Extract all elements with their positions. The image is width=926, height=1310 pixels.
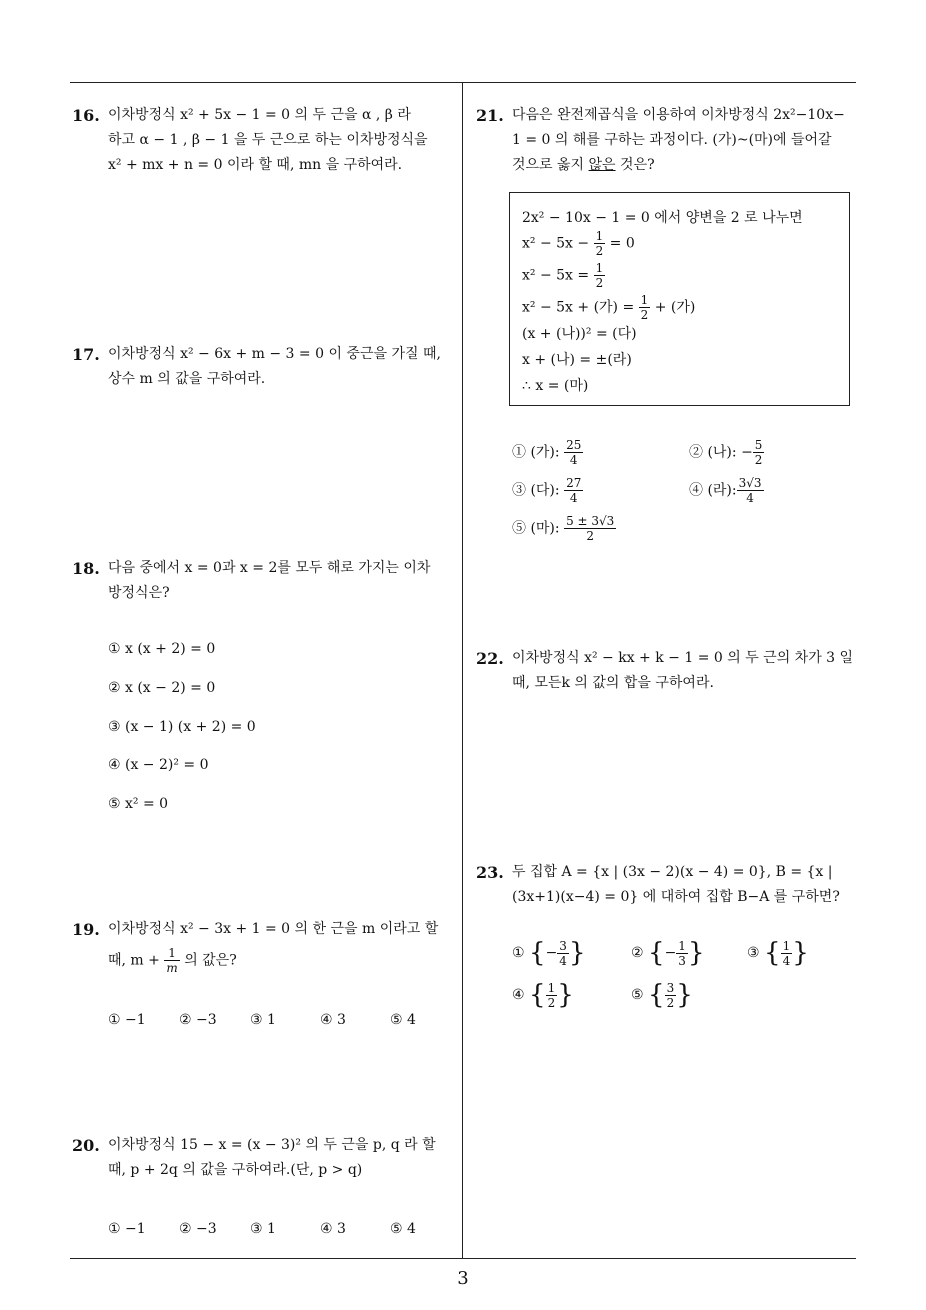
fraction <box>564 514 616 543</box>
answer-option[interactable]: ① −1 <box>108 1221 146 1237</box>
derivation-text: = 0 <box>609 235 635 252</box>
answer-option[interactable]: ② x (x − 2) = 0 <box>108 680 216 696</box>
right-brace: } <box>557 980 574 1010</box>
derivation-line: 2x² − 10x − 1 = 0 에서 양변을 2 로 나누면 <box>522 210 803 226</box>
question-text <box>512 103 856 178</box>
fraction <box>594 261 606 290</box>
denominator: 4 <box>569 491 578 505</box>
question-line <box>108 946 456 975</box>
answer-option[interactable]: ④ (x − 2)² = 0 <box>108 757 209 773</box>
answer-option[interactable] <box>512 438 583 467</box>
answer-option[interactable]: ⑤ 4 <box>390 1221 416 1237</box>
fraction <box>594 229 606 258</box>
answer-option[interactable]: ⑤ x² = 0 <box>108 796 169 812</box>
denominator: 4 <box>569 453 578 467</box>
answer-option[interactable] <box>747 938 809 968</box>
answer-option[interactable]: ② −3 <box>179 1012 217 1028</box>
numerator: 1 <box>595 229 604 243</box>
question-22 <box>476 646 856 701</box>
question-text <box>108 342 456 392</box>
sign: − <box>664 945 677 961</box>
answer-option[interactable] <box>512 514 616 543</box>
question-line: 두 집합 A = {x | (3x − 2)(x − 4) = 0}, B = {x | <box>512 864 833 880</box>
derivation-text: x² − 5x = <box>522 267 590 284</box>
question-line: 이차방정식 x² + 5x − 1 = 0 의 두 근을 α , β 라 <box>108 107 411 123</box>
numerator: 1 <box>640 293 649 307</box>
question-line: 다음 중에서 x = 0과 x = 2를 모두 해로 가지는 이차 <box>108 560 431 576</box>
question-line <box>512 153 856 178</box>
question-line: 다음은 완전제곱식을 이용하여 이차방정식 2x²−10x− <box>512 107 845 123</box>
fraction <box>546 981 558 1010</box>
numerator: 1 <box>164 946 179 961</box>
bottom-rule <box>70 1258 856 1259</box>
left-brace: { <box>648 938 665 968</box>
question-16 <box>72 103 456 183</box>
denominator: 4 <box>782 953 791 968</box>
question-number: 20. <box>72 1136 100 1155</box>
fraction <box>737 476 764 505</box>
question-number: 18. <box>72 559 100 578</box>
answer-option[interactable] <box>512 938 585 968</box>
numerator: 1 <box>678 938 686 953</box>
derivation-line: x + (나) = ±(라) <box>522 352 632 368</box>
numerator: 3 <box>559 938 567 953</box>
numerator: 3 <box>666 980 675 995</box>
fraction <box>564 476 583 505</box>
answer-option[interactable]: ③ 1 <box>250 1221 276 1237</box>
question-text <box>108 917 456 975</box>
derivation-text: x² − 5x + (가) = <box>522 299 635 316</box>
derivation-box <box>509 192 850 406</box>
answer-option[interactable] <box>512 980 574 1010</box>
left-brace: { <box>764 938 781 968</box>
fraction <box>557 939 569 968</box>
numerator: 25 <box>566 438 582 452</box>
denominator: 4 <box>559 953 567 968</box>
derivation-line <box>522 293 695 322</box>
question-text <box>512 646 856 696</box>
sign: − <box>545 945 558 961</box>
answer-option[interactable] <box>631 980 693 1010</box>
question-line: 1 = 0 의 해를 구하는 과정이다. (가)~(마)에 들어갈 <box>512 132 832 148</box>
option-label: ⑤ <box>631 987 644 1003</box>
right-brace: } <box>568 938 586 968</box>
top-rule <box>70 82 856 83</box>
option-label: ③ <box>747 945 760 961</box>
denominator: 2 <box>595 244 604 258</box>
right-brace: } <box>687 938 705 968</box>
option-label: ③ (다): <box>512 482 560 499</box>
denominator: 2 <box>754 453 763 467</box>
numerator: 1 <box>782 938 791 953</box>
underlined-text: 않은 <box>588 157 616 173</box>
numerator: 5 ± 3√3 <box>566 514 615 528</box>
question-line: 방정식은? <box>108 585 170 601</box>
answer-option[interactable]: ④ 3 <box>320 1221 346 1237</box>
question-17 <box>72 342 456 397</box>
answer-option[interactable] <box>689 476 764 505</box>
numerator: 3√3 <box>738 476 762 490</box>
numerator: 5 <box>754 438 763 452</box>
question-text <box>108 103 456 178</box>
question-line: 이차방정식 x² − 6x + m − 3 = 0 이 중근을 가질 때, <box>108 346 441 362</box>
denominator: m <box>166 961 178 975</box>
denominator: 3 <box>678 953 686 968</box>
derivation-line: ∴ x = (마) <box>522 378 589 394</box>
question-text-part: 것은? <box>615 157 655 173</box>
denominator: 2 <box>666 995 675 1010</box>
answer-option[interactable] <box>689 438 764 467</box>
option-label: ② (나): − <box>689 444 753 461</box>
question-number: 21. <box>476 106 504 125</box>
page-number: 3 <box>457 1268 469 1289</box>
question-line: 상수 m 의 값을 구하여라. <box>108 371 266 387</box>
question-line: 이차방정식 x² − 3x + 1 = 0 의 한 근을 m 이라고 할 <box>108 921 439 937</box>
question-text-part: 의 값은? <box>184 952 237 969</box>
question-line: 이차방정식 x² − kx + k − 1 = 0 의 두 근의 차가 3 일 <box>512 650 854 666</box>
left-brace: { <box>529 938 546 968</box>
option-label: ① <box>512 945 525 961</box>
question-number: 22. <box>476 649 504 668</box>
right-brace: } <box>676 980 693 1010</box>
numerator: 1 <box>547 980 556 995</box>
left-brace: { <box>529 980 546 1010</box>
answer-option[interactable] <box>512 476 583 505</box>
answer-option[interactable]: ③ (x − 1) (x + 2) = 0 <box>108 719 256 735</box>
question-line: 때, p + 2q 의 값을 구하여라.(단, p > q) <box>108 1162 363 1178</box>
fraction <box>164 946 179 975</box>
denominator: 2 <box>586 529 595 543</box>
question-text <box>512 860 856 910</box>
question-text-part: 것으로 옳지 <box>512 157 589 173</box>
derivation-text: + (가) <box>654 299 696 316</box>
fraction <box>564 438 583 467</box>
option-label: ⑤ (마): <box>512 520 560 537</box>
question-20 <box>72 1133 456 1188</box>
answer-option[interactable]: ① −1 <box>108 1012 146 1028</box>
option-label: ① (가): <box>512 444 560 461</box>
denominator: 2 <box>547 995 556 1010</box>
fraction <box>676 939 688 968</box>
question-number: 23. <box>476 863 504 882</box>
derivation-text: x² − 5x − <box>522 235 590 252</box>
answer-option[interactable] <box>631 938 704 968</box>
option-label: ④ <box>512 987 525 1003</box>
denominator: 4 <box>746 491 754 505</box>
answer-option[interactable]: ③ 1 <box>250 1012 276 1028</box>
question-line: 때, 모든k 의 값의 합을 구하여라. <box>512 675 714 691</box>
question-text <box>108 1133 456 1183</box>
fraction <box>781 939 793 968</box>
numerator: 27 <box>566 476 582 490</box>
question-line: 하고 α − 1 , β − 1 을 두 근으로 하는 이차방정식을 <box>108 132 428 148</box>
option-label: ④ (라): <box>689 482 737 499</box>
question-line: 이차방정식 15 − x = (x − 3)² 의 두 근을 p, q 라 할 <box>108 1137 436 1153</box>
answer-option[interactable]: ④ 3 <box>320 1012 346 1028</box>
option-label: ② <box>631 945 644 961</box>
answer-option[interactable]: ⑤ 4 <box>390 1012 416 1028</box>
question-21 <box>476 103 856 183</box>
answer-option[interactable]: ② −3 <box>179 1221 217 1237</box>
question-19 <box>72 917 456 977</box>
derivation-line <box>522 229 635 258</box>
numerator: 1 <box>595 261 604 275</box>
derivation-line: (x + (나))² = (다) <box>522 326 637 342</box>
column-divider <box>462 82 463 1259</box>
question-18 <box>72 556 456 611</box>
fraction <box>753 438 765 467</box>
right-brace: } <box>792 938 809 968</box>
answer-option[interactable]: ① x (x + 2) = 0 <box>108 641 216 657</box>
fraction <box>665 981 677 1010</box>
denominator: 2 <box>595 276 604 290</box>
question-text-part: 때, m + <box>108 952 160 969</box>
derivation-line <box>522 261 605 290</box>
left-brace: { <box>648 980 665 1010</box>
question-number: 17. <box>72 345 100 364</box>
question-text <box>108 556 456 606</box>
question-number: 16. <box>72 106 100 125</box>
denominator: 2 <box>640 308 649 322</box>
question-line: x² + mx + n = 0 이라 할 때, mn 을 구하여라. <box>108 157 403 173</box>
question-23 <box>476 860 856 915</box>
fraction <box>639 293 651 322</box>
question-line: (3x+1)(x−4) = 0} 에 대하여 집합 B−A 를 구하면? <box>512 889 840 905</box>
question-number: 19. <box>72 920 100 939</box>
